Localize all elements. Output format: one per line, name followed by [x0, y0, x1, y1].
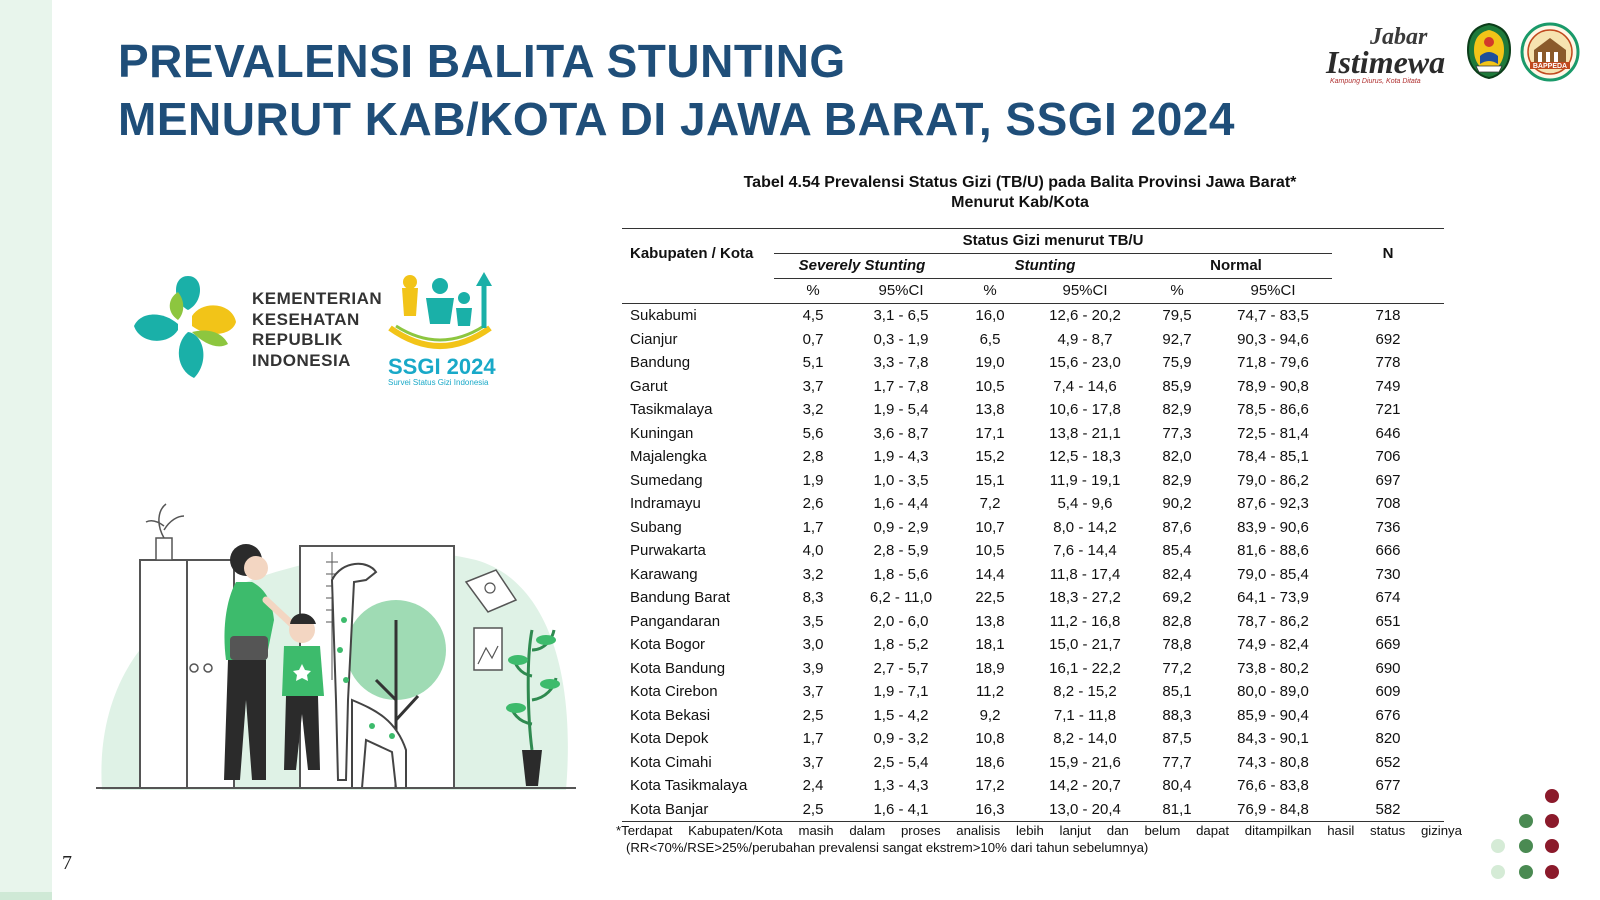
header-stunting: Stunting [950, 254, 1140, 279]
cell-normal-ci: 72,5 - 81,4 [1237, 424, 1309, 442]
cell-region: Kota Depok [630, 730, 709, 747]
header-severely-pct: % [774, 279, 852, 304]
cell-stunting-ci: 15,6 - 23,0 [1049, 354, 1121, 371]
cell-severely-ci: 1,5 - 4,2 [873, 706, 929, 724]
cell-region: Indramayu [630, 495, 701, 512]
cell-stunting-pct: 18,6 [975, 753, 1005, 771]
mother-measuring-child-illustration [96, 500, 576, 808]
cell-severely-ci: 1,6 - 4,1 [852, 798, 950, 822]
table-row [622, 492, 1444, 516]
cell-region: Kuningan [630, 424, 694, 442]
cell-n: 730 [1375, 565, 1401, 583]
table-caption-line1: Tabel 4.54 Prevalensi Status Gizi (TB/U) pada Balita Provinsi Jawa Barat* [743, 174, 1297, 191]
kemenkes-line3: REPUBLIK [252, 330, 343, 349]
cell-normal-ci: 73,8 - 80,2 [1237, 659, 1309, 677]
cell-region: Purwakarta [630, 542, 706, 559]
cell-stunting-pct: 17,2 [975, 777, 1005, 794]
cell-stunting-pct: 7,2 [979, 495, 1001, 512]
cell-stunting-ci: 16,1 - 22,2 [1049, 659, 1121, 677]
cell-severely-pct: 3,7 [802, 753, 824, 771]
cell-severely-pct: 3,5 [802, 612, 824, 630]
cell-stunting-pct: 10,8 [975, 730, 1005, 747]
cell-stunting-ci: 11,8 - 17,4 [1049, 565, 1121, 583]
cell-normal-ci: 79,0 - 85,4 [1237, 565, 1309, 583]
header-stunting-ci: 95%CI [1030, 279, 1140, 304]
bappeda-logo-icon [1520, 22, 1580, 82]
cell-severely-pct: 4,0 [802, 542, 824, 559]
header-blank-n [1332, 279, 1444, 304]
table-row [622, 774, 1444, 798]
cell-normal-ci: 76,6 - 83,8 [1237, 777, 1309, 794]
cell-normal-pct: 75,9 [1162, 354, 1192, 371]
cell-severely-pct: 3,2 [802, 401, 824, 418]
footnote-line2: (RR<70%/RSE>25%/perubahan prevalensi sangat ekstrem>10% dari tahun sebelumnya) [626, 840, 1149, 855]
cell-n: 706 [1375, 448, 1401, 465]
header-n: N [1332, 229, 1444, 279]
cell-region: Cianjur [630, 330, 678, 348]
cell-normal-ci: 79,0 - 86,2 [1237, 471, 1309, 489]
cell-stunting-ci: 11,9 - 19,1 [1049, 471, 1121, 489]
cell-stunting-pct: 14,4 [975, 565, 1005, 583]
cell-severely-ci: 6,2 - 11,0 [869, 589, 933, 606]
cell-severely-pct: 1,7 [802, 518, 824, 536]
table-header-row-3 [622, 279, 1444, 304]
ssgi-logo-subtitle: Survei Status Gizi Indonesia [388, 378, 489, 387]
cell-region: Kota Bogor [630, 636, 706, 653]
cell-severely-pct: 5,1 [802, 354, 824, 371]
table-row [622, 516, 1444, 540]
west-java-emblem-icon [1466, 22, 1512, 80]
slide-title-line1: PREVALENSI BALITA STUNTING [118, 35, 846, 87]
cell-normal-ci: 80,0 - 89,0 [1237, 683, 1309, 700]
table-row [622, 586, 1444, 610]
cell-stunting-pct: 10,5 [975, 377, 1005, 395]
table-row [622, 680, 1444, 704]
cell-stunting-ci: 10,6 - 17,8 [1049, 401, 1121, 418]
cell-normal-pct: 87,5 [1162, 730, 1192, 747]
table-row [622, 469, 1444, 493]
cell-n: 697 [1375, 471, 1401, 489]
cell-normal-pct: 82,9 [1162, 401, 1192, 418]
cell-normal-ci: 71,8 - 79,6 [1237, 354, 1309, 371]
cell-stunting-pct: 9,2 [979, 706, 1001, 724]
cell-n: 718 [1375, 307, 1401, 324]
decorative-dots [1490, 786, 1600, 900]
table-row [622, 704, 1444, 728]
cell-n: 609 [1375, 683, 1401, 700]
page-number: 7 [62, 852, 72, 874]
cell-region: Subang [630, 518, 682, 536]
cell-severely-ci: 2,7 - 5,7 [873, 659, 929, 677]
cell-region: Bandung [630, 354, 691, 371]
cell-stunting-pct: 11,2 [975, 683, 1005, 700]
cell-severely-ci: 1,7 - 7,8 [873, 377, 929, 395]
cell-severely-pct: 3,9 [802, 659, 824, 677]
cell-severely-ci: 1,6 - 4,4 [873, 495, 929, 512]
cell-stunting-ci: 14,2 - 20,7 [1049, 777, 1121, 794]
table-row [622, 422, 1444, 446]
cell-normal-pct: 79,5 [1162, 307, 1192, 324]
cell-normal-ci: 81,6 - 88,6 [1237, 542, 1309, 559]
cell-normal-pct: 78,8 [1162, 636, 1192, 653]
cell-normal-ci: 85,9 - 90,4 [1237, 706, 1309, 724]
cell-severely-pct: 2,5 [774, 798, 852, 822]
cell-normal-pct: 85,9 [1162, 377, 1192, 395]
cell-severely-ci: 2,5 - 5,4 [873, 753, 929, 771]
cell-region: Sukabumi [630, 307, 697, 324]
cell-stunting-ci: 8,0 - 14,2 [1053, 518, 1117, 536]
cell-n: 646 [1375, 424, 1401, 442]
table-row [622, 563, 1444, 587]
header-normal-pct: % [1140, 279, 1214, 304]
cell-stunting-pct: 16,3 [950, 798, 1030, 822]
table-body [622, 304, 1444, 822]
cell-region: Tasikmalaya [630, 401, 713, 418]
cell-stunting-pct: 13,8 [975, 612, 1005, 630]
cell-severely-pct: 0,7 [802, 330, 824, 348]
cell-normal-pct: 82,8 [1162, 612, 1192, 630]
jabar-logo-tagline: Kampung Diurus, Kota Ditata [1330, 78, 1421, 85]
cell-severely-ci: 1,3 - 4,3 [873, 777, 929, 794]
table-caption-line2: Menurut Kab/Kota [951, 194, 1089, 211]
cell-severely-ci: 1,9 - 5,4 [873, 401, 929, 418]
cell-stunting-pct: 17,1 [975, 424, 1005, 442]
cell-n: 669 [1375, 636, 1401, 653]
cell-region: Majalengka [630, 448, 707, 465]
cell-n: 721 [1375, 401, 1401, 418]
table-row [622, 633, 1444, 657]
cell-n: 676 [1375, 706, 1401, 724]
cell-n: 666 [1375, 542, 1401, 559]
cell-n: 651 [1375, 612, 1401, 630]
table-row [622, 351, 1444, 375]
cell-n: 708 [1375, 495, 1401, 512]
table-header-row-1 [622, 229, 1444, 254]
header-severely-stunting: Severely Stunting [774, 254, 950, 279]
header-status-group: Status Gizi menurut TB/U [774, 229, 1332, 254]
table-row [622, 727, 1444, 751]
cell-stunting-pct: 22,5 [975, 589, 1005, 606]
cell-n: 692 [1375, 330, 1401, 348]
header-normal-ci: 95%CI [1214, 279, 1332, 304]
cell-severely-ci: 3,1 - 6,5 [873, 307, 929, 324]
cell-normal-pct: 82,9 [1162, 471, 1192, 489]
cell-severely-ci: 0,3 - 1,9 [873, 330, 929, 348]
cell-normal-ci: 76,9 - 84,8 [1214, 798, 1332, 822]
cell-normal-pct: 77,2 [1162, 659, 1192, 677]
cell-normal-pct: 92,7 [1162, 330, 1192, 348]
cell-region: Kota Cirebon [630, 683, 718, 700]
cell-stunting-pct: 13,8 [975, 401, 1005, 418]
cell-severely-pct: 1,7 [802, 730, 824, 747]
cell-region: Sumedang [630, 471, 703, 489]
cell-region: Kota Tasikmalaya [630, 777, 748, 794]
cell-stunting-pct: 10,7 [975, 518, 1005, 536]
cell-severely-pct: 8,3 [802, 589, 824, 606]
table-row [622, 398, 1444, 422]
cell-normal-ci: 90,3 - 94,6 [1237, 330, 1309, 348]
cell-normal-pct: 81,1 [1140, 798, 1214, 822]
cell-normal-ci: 87,6 - 92,3 [1237, 495, 1309, 512]
cell-normal-pct: 82,0 [1162, 448, 1192, 465]
cell-normal-ci: 78,5 - 86,6 [1237, 401, 1309, 418]
cell-severely-pct: 4,5 [802, 307, 824, 324]
cell-normal-pct: 77,3 [1162, 424, 1192, 442]
table-row [622, 328, 1444, 352]
table-row [622, 304, 1444, 328]
cell-normal-pct: 82,4 [1162, 565, 1192, 583]
cell-stunting-ci: 18,3 - 27,2 [1049, 589, 1121, 606]
cell-severely-ci: 3,3 - 7,8 [873, 354, 929, 371]
cell-n: 749 [1375, 377, 1401, 395]
cell-severely-ci: 1,0 - 3,5 [873, 471, 929, 489]
header-region: Kabupaten / Kota [622, 229, 774, 279]
kemenkes-line1: KEMENTERIAN [252, 289, 383, 308]
cell-n: 736 [1375, 518, 1401, 536]
cell-severely-pct: 2,4 [802, 777, 824, 794]
cell-normal-ci: 74,9 - 82,4 [1237, 636, 1309, 653]
cell-stunting-pct: 15,2 [975, 448, 1005, 465]
table-row [622, 445, 1444, 469]
cell-stunting-pct: 19,0 [975, 354, 1005, 371]
cell-severely-ci: 2,0 - 6,0 [873, 612, 929, 630]
cell-normal-pct: 69,2 [1162, 589, 1192, 606]
cell-n: 674 [1375, 589, 1401, 606]
jabar-logo-line2: Istimewa [1326, 44, 1446, 80]
cell-normal-ci: 74,3 - 80,8 [1237, 753, 1309, 771]
cell-normal-pct: 90,2 [1162, 495, 1192, 512]
header-normal: Normal [1140, 254, 1332, 279]
cell-stunting-ci: 8,2 - 14,0 [1053, 730, 1117, 747]
cell-severely-ci: 0,9 - 3,2 [873, 730, 929, 747]
left-accent-strip [0, 0, 52, 900]
cell-region: Pangandaran [630, 612, 721, 630]
cell-stunting-ci: 7,6 - 14,4 [1053, 542, 1117, 559]
kemenkes-logo-icon [132, 272, 240, 384]
table-row [622, 375, 1444, 399]
cell-normal-ci: 78,9 - 90,8 [1237, 377, 1309, 395]
cell-normal-pct: 87,6 [1162, 518, 1192, 536]
cell-severely-pct: 3,2 [802, 565, 824, 583]
slide-title-line2: MENURUT KAB/KOTA DI JAWA BARAT, SSGI 2024 [118, 93, 1235, 145]
cell-normal-ci: 74,7 - 83,5 [1237, 307, 1309, 324]
footnote-line1: *Terdapat Kabupaten/Kota masih dalam proses analisis lebih lanjut dan belum dapat ditampilkan hasil status gizinya [616, 823, 1462, 838]
cell-stunting-ci: 13,0 - 20,4 [1030, 798, 1140, 822]
header-stunting-pct: % [950, 279, 1030, 304]
cell-severely-pct: 3,0 [802, 636, 824, 653]
bappeda-logo-text: BAPPEDA [1532, 63, 1568, 70]
cell-n: 820 [1375, 730, 1401, 747]
cell-stunting-pct: 18,9 [975, 659, 1005, 677]
cell-normal-pct: 77,7 [1162, 753, 1192, 771]
cell-stunting-ci: 5,4 - 9,6 [1057, 495, 1113, 512]
cell-n: 652 [1375, 753, 1401, 771]
cell-n: 690 [1375, 659, 1401, 677]
cell-normal-ci: 78,4 - 85,1 [1237, 448, 1309, 465]
cell-severely-ci: 2,8 - 5,9 [873, 542, 929, 559]
table-row [622, 798, 1444, 822]
ssgi-logo-name: SSGI 2024 [388, 354, 496, 379]
table-row [622, 657, 1444, 681]
jabar-logo-line1: Jabar [1370, 24, 1428, 50]
cell-stunting-ci: 4,9 - 8,7 [1057, 330, 1113, 348]
slide-title [118, 32, 1235, 148]
cell-severely-pct: 3,7 [802, 377, 824, 395]
header-blank [622, 279, 774, 304]
table-row [622, 539, 1444, 563]
cell-n: 582 [1332, 798, 1444, 822]
cell-severely-pct: 2,8 [802, 448, 824, 465]
kemenkes-line2: KESEHATAN [252, 309, 360, 329]
cell-n: 677 [1375, 777, 1401, 794]
cell-severely-ci: 1,9 - 4,3 [873, 448, 929, 465]
cell-stunting-ci: 7,4 - 14,6 [1053, 377, 1117, 395]
cell-severely-pct: 2,6 [802, 495, 824, 512]
cell-severely-ci: 3,6 - 8,7 [873, 424, 929, 442]
cell-stunting-pct: 18,1 [975, 636, 1005, 653]
cell-n: 778 [1375, 354, 1401, 371]
cell-region: Kota Bekasi [630, 706, 711, 724]
cell-stunting-pct: 10,5 [975, 542, 1005, 559]
cell-region: Kota Bandung [630, 659, 726, 677]
cell-normal-pct: 80,4 [1162, 777, 1192, 794]
cell-normal-pct: 88,3 [1162, 706, 1192, 724]
cell-severely-ci: 1,8 - 5,6 [873, 565, 929, 583]
cell-severely-pct: 3,7 [802, 683, 824, 700]
cell-stunting-ci: 15,0 - 21,7 [1049, 636, 1121, 653]
stunting-prevalence-table [622, 228, 1444, 822]
cell-stunting-pct: 15,1 [975, 471, 1005, 489]
cell-severely-pct: 5,6 [802, 424, 824, 442]
kemenkes-logo-text [252, 289, 382, 371]
cell-severely-pct: 1,9 [802, 471, 824, 489]
cell-severely-ci: 1,9 - 7,1 [873, 683, 929, 700]
cell-region: Kota Banjar [622, 798, 774, 822]
cell-stunting-ci: 12,5 - 18,3 [1049, 448, 1121, 465]
bottom-accent-strip [0, 892, 52, 900]
cell-stunting-ci: 7,1 - 11,8 [1053, 706, 1117, 724]
table-row [622, 610, 1444, 634]
cell-stunting-ci: 15,9 - 21,6 [1049, 753, 1121, 771]
kemenkes-line4: INDONESIA [252, 350, 351, 370]
cell-region: Bandung Barat [630, 589, 731, 606]
jabar-istimewa-logo [1326, 24, 1456, 86]
cell-stunting-pct: 16,0 [975, 307, 1005, 324]
ssgi-logo-icon [380, 268, 500, 356]
cell-stunting-ci: 12,6 - 20,2 [1049, 307, 1121, 324]
cell-normal-ci: 84,3 - 90,1 [1237, 730, 1309, 747]
header-severely-ci: 95%CI [852, 279, 950, 304]
table-caption [620, 173, 1420, 213]
cell-region: Karawang [630, 565, 698, 583]
cell-region: Kota Cimahi [630, 753, 712, 771]
cell-severely-ci: 0,9 - 2,9 [873, 518, 929, 536]
cell-severely-pct: 2,5 [802, 706, 824, 724]
cell-stunting-pct: 6,5 [979, 330, 1001, 348]
table-footnote [616, 822, 1462, 856]
cell-region: Garut [630, 377, 668, 395]
cell-stunting-ci: 8,2 - 15,2 [1053, 683, 1117, 700]
table-row [622, 751, 1444, 775]
cell-normal-pct: 85,1 [1162, 683, 1192, 700]
cell-normal-ci: 64,1 - 73,9 [1237, 589, 1309, 606]
cell-severely-ci: 1,8 - 5,2 [873, 636, 929, 653]
cell-normal-ci: 78,7 - 86,2 [1237, 612, 1309, 630]
cell-stunting-ci: 11,2 - 16,8 [1049, 612, 1121, 630]
cell-stunting-ci: 13,8 - 21,1 [1049, 424, 1121, 442]
cell-normal-ci: 83,9 - 90,6 [1237, 518, 1309, 536]
cell-normal-pct: 85,4 [1162, 542, 1192, 559]
